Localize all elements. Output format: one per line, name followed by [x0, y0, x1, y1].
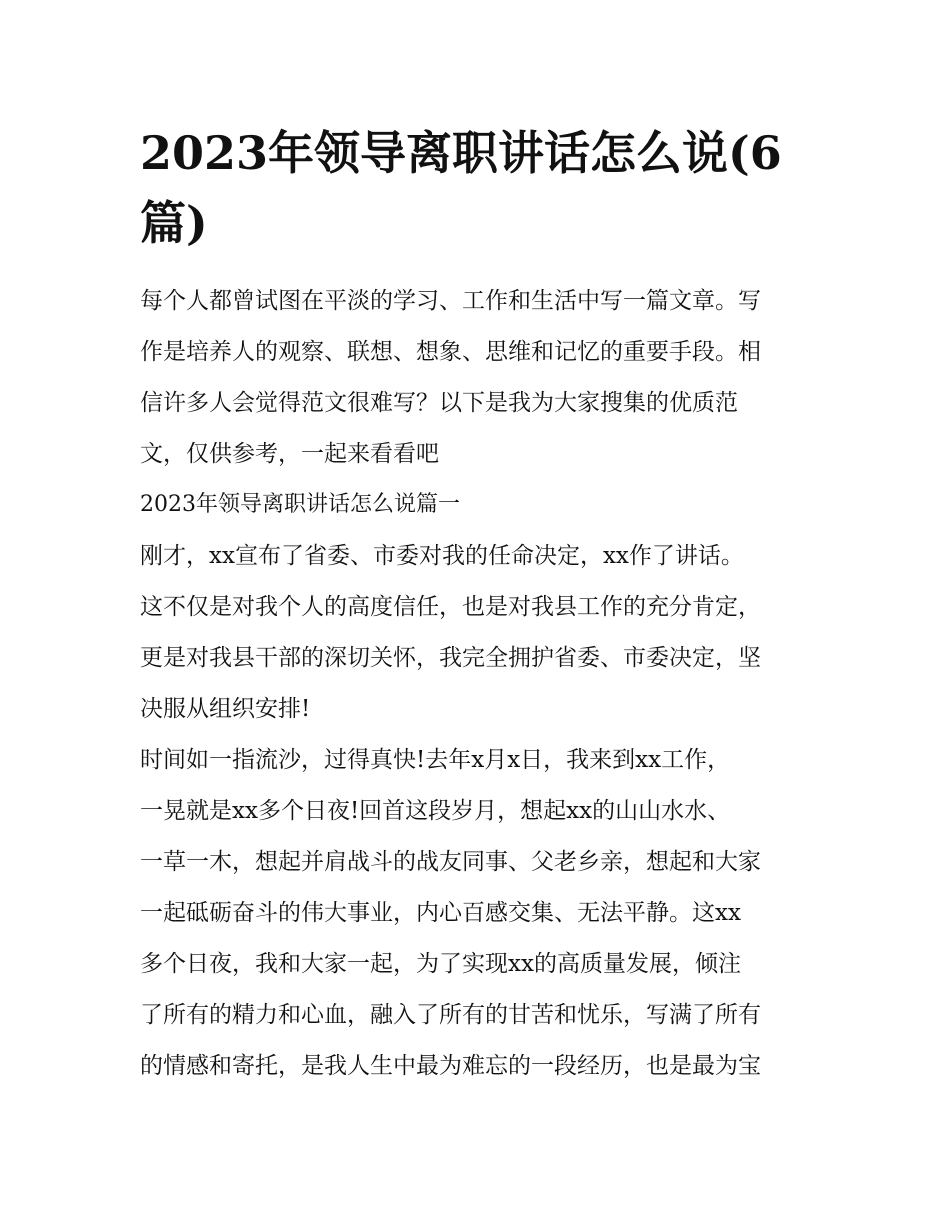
section-heading: 2023年领导离职讲话怎么说篇一	[140, 492, 460, 517]
paragraph-line: 一草一木，想起并肩战斗的战友同事、父老乡亲，想起和大家	[140, 849, 761, 875]
paragraph-line: 这不仅是对我个人的高度信任，也是对我县工作的充分肯定，	[140, 594, 761, 620]
paragraph-line: 一起砥砺奋斗的伟大事业，内心百感交集、无法平静。这xx	[140, 900, 741, 926]
paragraph-line: 信许多人会觉得范文很难写？以下是我为大家搜集的优质范	[140, 390, 738, 416]
paragraph-line: 文，仅供参考，一起来看看吧	[140, 441, 439, 467]
body-text	[140, 280, 820, 1096]
paragraph-line: 更是对我县干部的深切关怀，我完全拥护省委、市委决定，坚	[140, 645, 761, 671]
title-line: 篇)	[140, 196, 208, 250]
page-title	[140, 118, 820, 258]
paragraph-line: 决服从组织安排!	[140, 696, 311, 722]
paragraph-line: 了所有的精力和心血，融入了所有的甘苦和忧乐，写满了所有	[140, 1002, 761, 1028]
paragraph-line: 的情感和寄托，是我人生中最为难忘的一段经历，也是最为宝	[140, 1053, 761, 1079]
paragraph-line: 每个人都曾试图在平淡的学习、工作和生活中写一篇文章。写	[140, 288, 761, 314]
paragraph-line: 刚才，xx宣布了省委、市委对我的任命决定，xx作了讲话。	[140, 543, 744, 569]
paragraph-line: 一晃就是xx多个日夜!回首这段岁月，想起xx的山山水水、	[140, 798, 731, 824]
title-line: 2023年领导离职讲话怎么说(6	[140, 126, 782, 180]
paragraph-line: 作是培养人的观察、联想、想象、思维和记忆的重要手段。相	[140, 339, 761, 365]
paragraph-line: 时间如一指流沙，过得真快!去年x月x日，我来到xx工作，	[140, 747, 731, 773]
paragraph-line: 多个日夜，我和大家一起，为了实现xx的高质量发展，倾注	[140, 951, 741, 977]
